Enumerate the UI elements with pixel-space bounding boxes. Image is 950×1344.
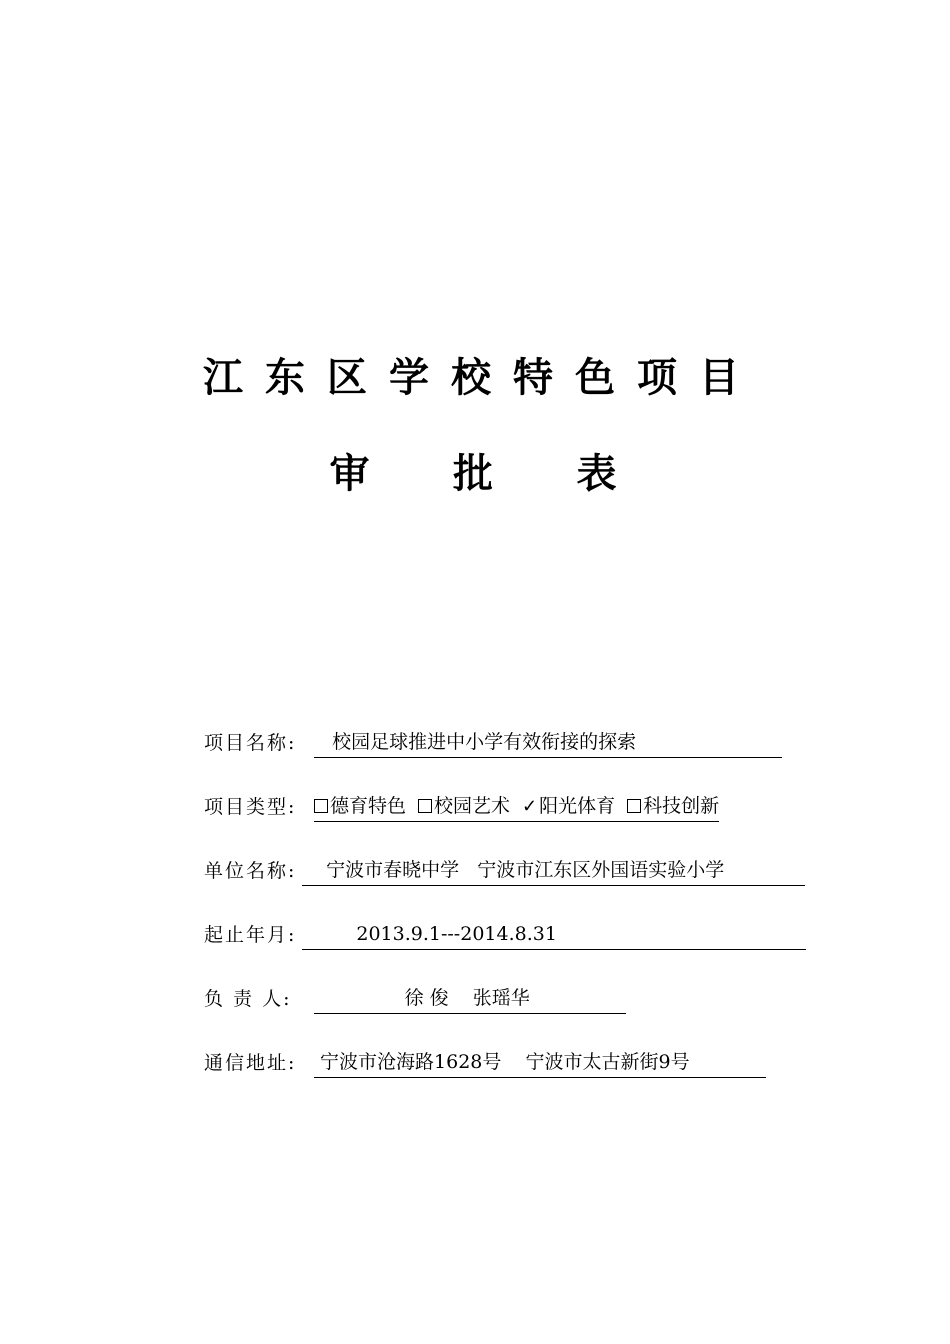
document-subtitle: 审 批 表 [329,451,617,497]
field-address [204,1048,690,1078]
field-person-in-charge [204,984,530,1014]
field-unit-name [204,856,725,886]
check-mark-icon: ✓ [522,796,538,817]
option-tech-innovation[interactable]: 科技创新 [627,792,719,821]
project-type-label: 项目类型: [204,796,297,818]
checkbox-empty-icon [314,799,328,813]
option-moral-education[interactable]: 德育特色 [314,792,406,821]
person-in-charge-value: 徐 俊 张瑶华 [314,984,626,1014]
unit-name-value: 宁波市春晓中学 宁波市江东区外国语实验小学 [302,856,805,886]
period-label: 起止年月: [204,924,297,946]
unit-name-label: 单位名称: [204,860,297,882]
checkbox-empty-icon [418,799,432,813]
field-project-name [204,728,691,758]
field-period [204,920,654,950]
project-name-label: 项目名称: [204,732,297,754]
document-title: 江东区学校特色项目 [203,355,761,401]
address-label: 通信地址: [204,1052,297,1074]
address-value: 宁波市沧海路1628号 宁波市太古新街9号 [314,1048,766,1078]
project-type-options [314,792,719,822]
checkbox-empty-icon [627,799,641,813]
option-sunshine-sports[interactable]: ✓ 阳光体育 [522,792,615,821]
option-campus-art[interactable]: 校园艺术 [418,792,510,821]
person-in-charge-label: 负 责 人: [204,988,292,1010]
period-value: 2013.9.1---2014.8.31 [302,920,806,950]
project-name-value: 校园足球推进中小学有效衔接的探索 [314,728,782,758]
field-project-type [204,792,720,822]
